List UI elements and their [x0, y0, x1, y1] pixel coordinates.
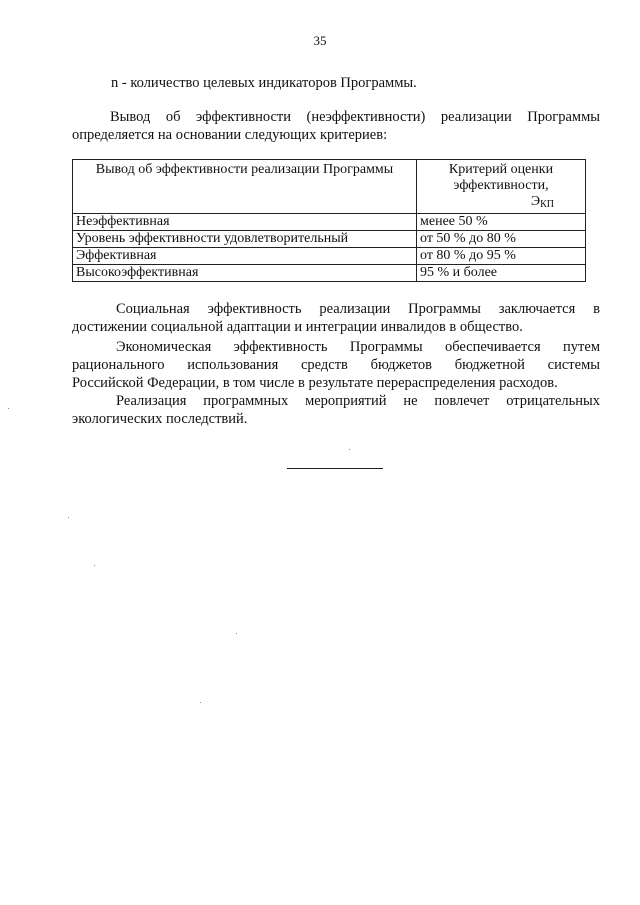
scan-speck: [68, 517, 69, 518]
section-divider: [287, 468, 383, 469]
table-row: [73, 214, 586, 231]
row-criterion: менее 50 %: [417, 214, 586, 231]
header-criterion-symbol: [420, 194, 582, 213]
row-conclusion: Неэффективная: [73, 214, 417, 231]
conclusion-paragraph-line-2: определяется на основании следующих критериев:: [72, 127, 388, 143]
page-number: 35: [313, 33, 327, 48]
scan-speck: [349, 449, 350, 450]
header-criterion: [417, 160, 586, 214]
economic-paragraph-line-2: рационального использования средств бюджетов бюджетной системы: [72, 357, 600, 373]
header-criterion-line-1: Критерий оценки: [448, 162, 554, 177]
scan-speck: [200, 702, 201, 703]
social-paragraph-line-2: достижении социальной адаптации и интеграции инвалидов в общество.: [72, 319, 523, 335]
header-criterion-line-2: эффективности,: [453, 178, 549, 193]
row-criterion: от 80 % до 95 %: [417, 248, 586, 265]
symbol-letter: Э: [530, 194, 541, 209]
scan-speck: [8, 408, 9, 409]
economic-paragraph-line-1: Экономическая эффективность Программы обеспечивается путем: [116, 339, 600, 355]
table-header-row: [73, 160, 586, 214]
table-row: [73, 248, 586, 265]
indicator-count-definition: n - количество целевых индикаторов Программы.: [111, 75, 417, 91]
row-conclusion: Высокоэффективная: [73, 265, 417, 282]
table-row: [73, 231, 586, 248]
row-conclusion: Эффективная: [73, 248, 417, 265]
scan-speck: [94, 565, 95, 566]
conclusion-paragraph-line-1: Вывод об эффективности (неэффективности) реализации Программы: [110, 109, 600, 125]
social-paragraph-line-1: Социальная эффективность реализации Программы заключается в: [116, 301, 600, 317]
header-conclusion: Вывод об эффективности реализации Программы: [73, 160, 417, 214]
ecology-paragraph-line-1: Реализация программных мероприятий не повлечет отрицательных: [116, 393, 600, 409]
symbol-subscript: КП: [540, 199, 554, 210]
row-criterion: 95 % и более: [417, 265, 586, 282]
row-criterion: от 50 % до 80 %: [417, 231, 586, 248]
scan-speck: [236, 633, 237, 634]
table-row: [73, 265, 586, 282]
ecology-paragraph-line-2: экологических последствий.: [72, 411, 248, 427]
criteria-table: [72, 159, 586, 282]
economic-paragraph-line-3: Российской Федерации, в том числе в результате перераспределения расходов.: [72, 375, 558, 391]
row-conclusion: Уровень эффективности удовлетворительный: [73, 231, 417, 248]
